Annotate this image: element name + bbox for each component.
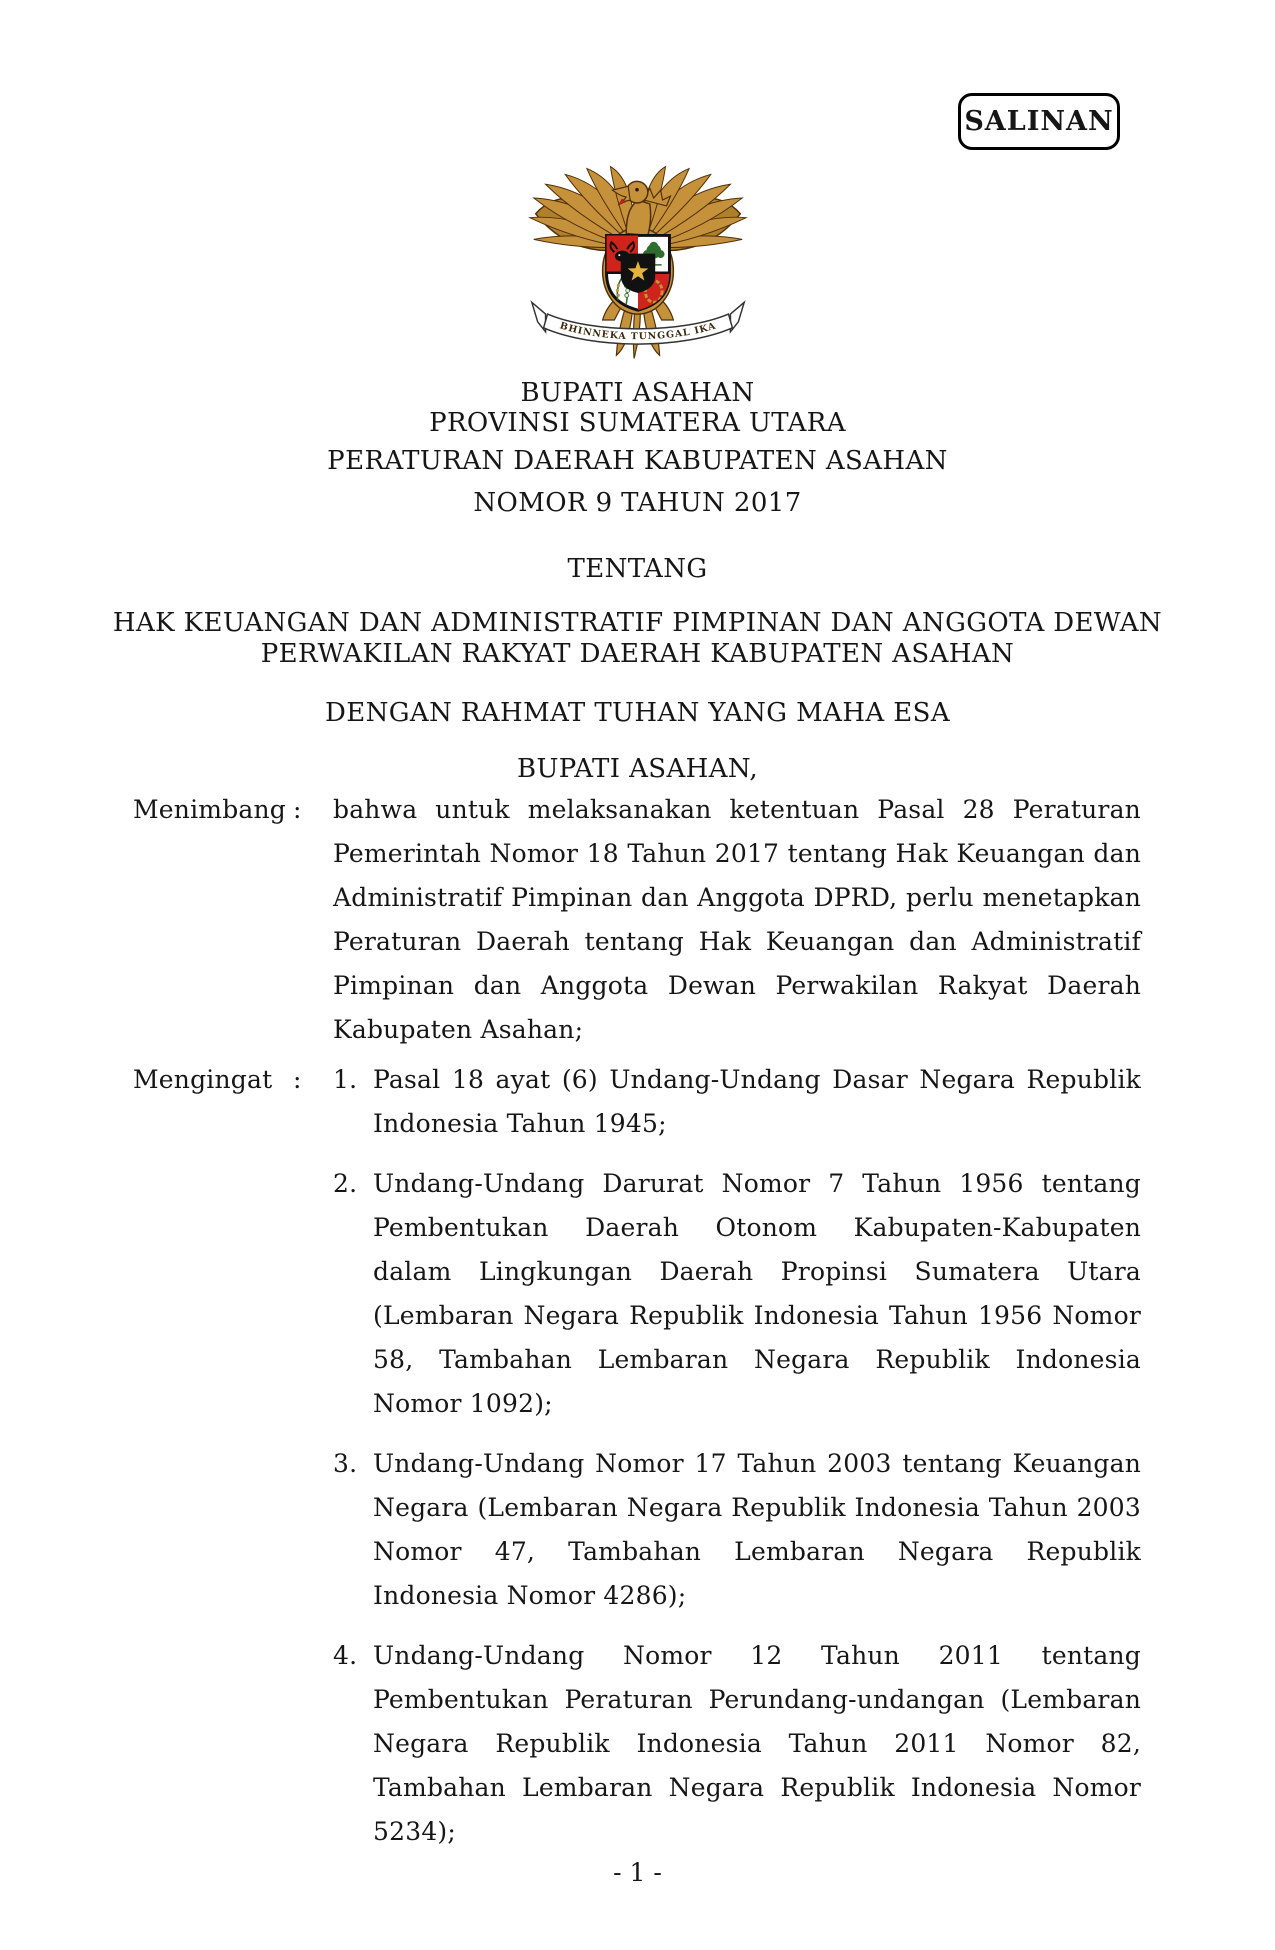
legal-basis-item (333, 1058, 1141, 1146)
legal-basis-item-text: Undang-Undang Nomor 17 Tahun 2003 tentang Keuangan Negara (Lembaran Negara Republik Indonesia Tahun 2003 Nomor 47, Tambahan Lembaran Negara Republik Indonesia Nomor 4286); (373, 1449, 1141, 1610)
province-title: PROVINSI SUMATERA UTARA (429, 408, 846, 438)
signatory-line: BUPATI ASAHAN, (516, 754, 759, 784)
regulation-title: PERATURAN DAERAH KABUPATEN ASAHAN (327, 446, 948, 476)
legal-basis-item-text: Undang-Undang Nomor 12 Tahun 2011 tentang Pembentukan Peraturan Perundang-undangan (Lembaran Negara Republik Indonesia Tahun 2011 Nomor 82, Tambahan Lembaran Negara Republik Indonesia Nomor 5234); (373, 1641, 1141, 1846)
legal-basis-item-number: 3. (333, 1449, 358, 1478)
menimbang-colon: : (293, 795, 302, 824)
legal-basis-item-number: 4. (333, 1641, 358, 1670)
subject-line-1: HAK KEUANGAN DAN ADMINISTRATIF PIMPINAN DAN ANGGOTA DEWAN (112, 608, 1163, 638)
page-number: - 1 - (613, 1858, 662, 1887)
legal-basis-item (333, 1634, 1141, 1854)
menimbang-label: Menimbang (133, 795, 287, 824)
mengingat-clause (133, 1058, 1141, 1854)
legal-basis-item (333, 1442, 1141, 1618)
motto-text: BHINNEKA TUNGGAL IKA (557, 320, 718, 343)
about-label: TENTANG (567, 554, 708, 584)
clauses-section (133, 788, 1141, 1854)
salinan-stamp: SALINAN (958, 93, 1120, 150)
legal-basis-item-number: 2. (333, 1169, 358, 1198)
legal-basis-item-text: Pasal 18 ayat (6) Undang-Undang Dasar Negara Republik Indonesia Tahun 1945; (373, 1065, 1141, 1138)
menimbang-text: bahwa untuk melaksanakan ketentuan Pasal 28 Peraturan Pemerintah Nomor 18 Tahun 2017 tentang Hak Keuangan dan Administratif Pimpinan dan Anggota DPRD, perlu menetapkan Peraturan Daerah tentang Hak Keuangan dan Administratif Pimpinan dan Anggota Dewan Perwakilan Rakyat Daerah Kabupaten Asahan; (333, 795, 1141, 1044)
regulation-number: NOMOR 9 TAHUN 2017 (473, 488, 802, 518)
mengingat-list (333, 1058, 1141, 1854)
subject-line-2: PERWAKILAN RAKYAT DAERAH KABUPATEN ASAHAN (260, 639, 1015, 669)
legal-basis-item-number: 1. (333, 1065, 358, 1094)
office-title: BUPATI ASAHAN (520, 378, 755, 408)
legal-basis-item-text: Undang-Undang Darurat Nomor 7 Tahun 1956 tentang Pembentukan Daerah Otonom Kabupaten-Kabupaten dalam Lingkungan Daerah Propinsi Sumatera Utara (Lembaran Negara Republik Indonesia Tahun 1956 Nomor 58, Tambahan Lembaran Negara Republik Indonesia Nomor 1092); (373, 1169, 1141, 1418)
legal-basis-item (333, 1162, 1141, 1426)
menimbang-clause (133, 788, 1141, 1052)
garuda-pancasila-emblem (520, 156, 756, 364)
grace-line: DENGAN RAHMAT TUHAN YANG MAHA ESA (324, 698, 951, 728)
mengingat-label: Mengingat (133, 1065, 273, 1094)
mengingat-colon: : (293, 1065, 302, 1094)
document-headings (68, 378, 1207, 784)
garuda-pancasila-icon (520, 156, 756, 364)
